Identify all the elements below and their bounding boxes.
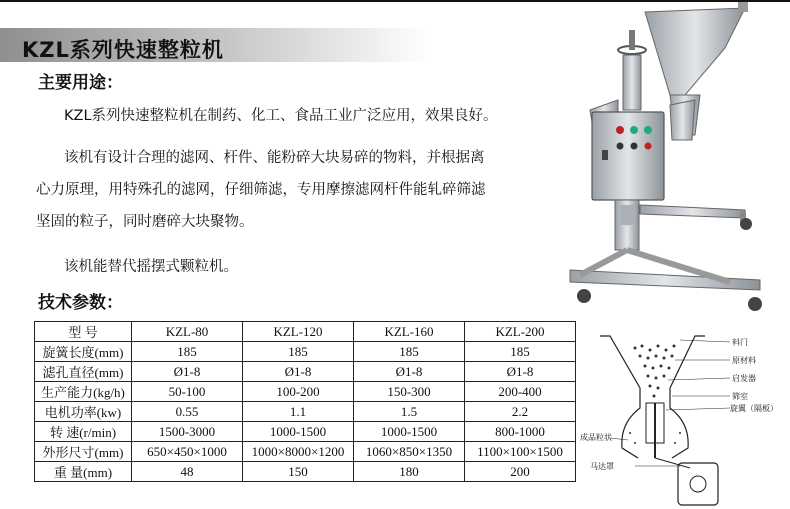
table-cell: 200-400: [465, 382, 576, 402]
table-cell: Ø1-8: [243, 362, 354, 382]
label-material: 原材料: [732, 356, 756, 365]
table-header-row: [35, 322, 576, 342]
caster-wheel: [740, 218, 752, 230]
funnel-right-wall: [670, 336, 705, 458]
indicator-green-icon: [630, 126, 638, 134]
table-row: [35, 402, 576, 422]
caster-wheel: [577, 289, 591, 303]
table-header-cell: KZL-200: [465, 322, 576, 342]
table-row: [35, 462, 576, 482]
table-cell: Ø1-8: [465, 362, 576, 382]
label-sieve-chamber: 筛室: [732, 392, 748, 401]
label-starter: 启发器: [732, 374, 756, 383]
table-cell: Ø1-8: [354, 362, 465, 382]
label-motor-cover: 马达罩: [590, 462, 614, 471]
support-column: [623, 55, 641, 110]
base-frame: [570, 270, 760, 290]
page-title: KZL系列快速整粒机: [22, 38, 224, 62]
button-icon: [617, 143, 624, 150]
usage-text-5: 该机能替代摇摆式颗粒机。: [64, 259, 238, 275]
button-icon: [631, 143, 638, 150]
table-cell: 50-100: [132, 382, 243, 402]
table-cell: 100-200: [243, 382, 354, 402]
usage-paragraph-2: [36, 142, 556, 238]
table-header-cell: 型 号: [35, 322, 132, 342]
indicator-green-icon: [644, 126, 652, 134]
table-row: [35, 422, 576, 442]
table-row: [35, 342, 576, 362]
usage-text-2: 该机有设计合理的滤网、杆件、能粉碎大块易碎的物料，并根据离: [64, 150, 485, 166]
table-cell: 800-1000: [465, 422, 576, 442]
params-heading: 技术参数：: [38, 293, 123, 313]
table-cell: 180: [354, 462, 465, 482]
table-cell: 1.1: [243, 402, 354, 422]
table-row: [35, 382, 576, 402]
table-cell: 重 量(mm): [35, 462, 132, 482]
motor-icon: [690, 476, 706, 492]
table-cell: Ø1-8: [132, 362, 243, 382]
table-cell: 生产能力(kg/h): [35, 382, 132, 402]
table-cell: 150-300: [354, 382, 465, 402]
rotor-housing: [670, 100, 695, 140]
table-cell: 转 速(r/min): [35, 422, 132, 442]
usage-heading: 主要用途：: [38, 73, 123, 93]
table-cell: 1000-1500: [243, 422, 354, 442]
label-rotor: 旋翼（隔板）: [730, 404, 778, 413]
table-cell: 旋簧长度(mm): [35, 342, 132, 362]
usage-text-1: KZL系列快速整粒机在制药、化工、食品工业广泛应用，效果良好。: [64, 108, 498, 124]
table-cell: 48: [132, 462, 243, 482]
usage-text-4: 坚固的粒子，同时磨碎大块聚物。: [36, 214, 254, 230]
table-cell: 1060×850×1350: [354, 442, 465, 462]
table-cell: 0.55: [132, 402, 243, 422]
table-cell: 1000×8000×1200: [243, 442, 354, 462]
indicator-red-icon: [616, 126, 624, 134]
door-latch: [602, 150, 608, 160]
table-row: [35, 362, 576, 382]
base-strut: [580, 250, 627, 275]
table-header-cell: KZL-120: [243, 322, 354, 342]
table-cell: 650×450×1000: [132, 442, 243, 462]
table-cell: 150: [243, 462, 354, 482]
table-cell: 185: [354, 342, 465, 362]
table-cell: 滤孔直径(mm): [35, 362, 132, 382]
label-product: 成品粒状: [580, 433, 612, 442]
hopper-shape: [645, 8, 745, 95]
table-cell: 185: [243, 342, 354, 362]
title-bar: [0, 28, 430, 62]
table-cell: 185: [132, 342, 243, 362]
caster-wheel: [748, 297, 762, 311]
table-header-cell: KZL-160: [354, 322, 465, 342]
table-cell: 外形尺寸(mm): [35, 442, 132, 462]
table-cell: 1500-3000: [132, 422, 243, 442]
motor-housing: [678, 463, 718, 505]
machine-illustration: [560, 0, 790, 320]
spec-table: [34, 321, 576, 482]
table-cell: 2.2: [465, 402, 576, 422]
table-cell: 电机功率(kw): [35, 402, 132, 422]
usage-text-3: 心力原理，用特殊孔的滤网，仔细筛滤，专用摩擦滤网杆件能轧碎筛滤: [36, 182, 486, 198]
hopper-handle: [738, 2, 748, 12]
table-header-cell: KZL-80: [132, 322, 243, 342]
label-hopper: 料门: [732, 338, 748, 347]
table-cell: 185: [465, 342, 576, 362]
usage-paragraph-3: [36, 251, 556, 283]
table-row: [35, 442, 576, 462]
table-cell: 1000-1500: [354, 422, 465, 442]
arm-frame: [640, 205, 745, 218]
schematic-diagram: [580, 328, 790, 509]
hand-wheel-post: [629, 30, 635, 50]
table-cell: 1.5: [354, 402, 465, 422]
table-cell: 200: [465, 462, 576, 482]
table-cell: 1100×100×1500: [465, 442, 576, 462]
usage-paragraph-1: [36, 100, 556, 132]
stop-button-icon: [645, 143, 652, 150]
motor-cover: [620, 205, 634, 225]
